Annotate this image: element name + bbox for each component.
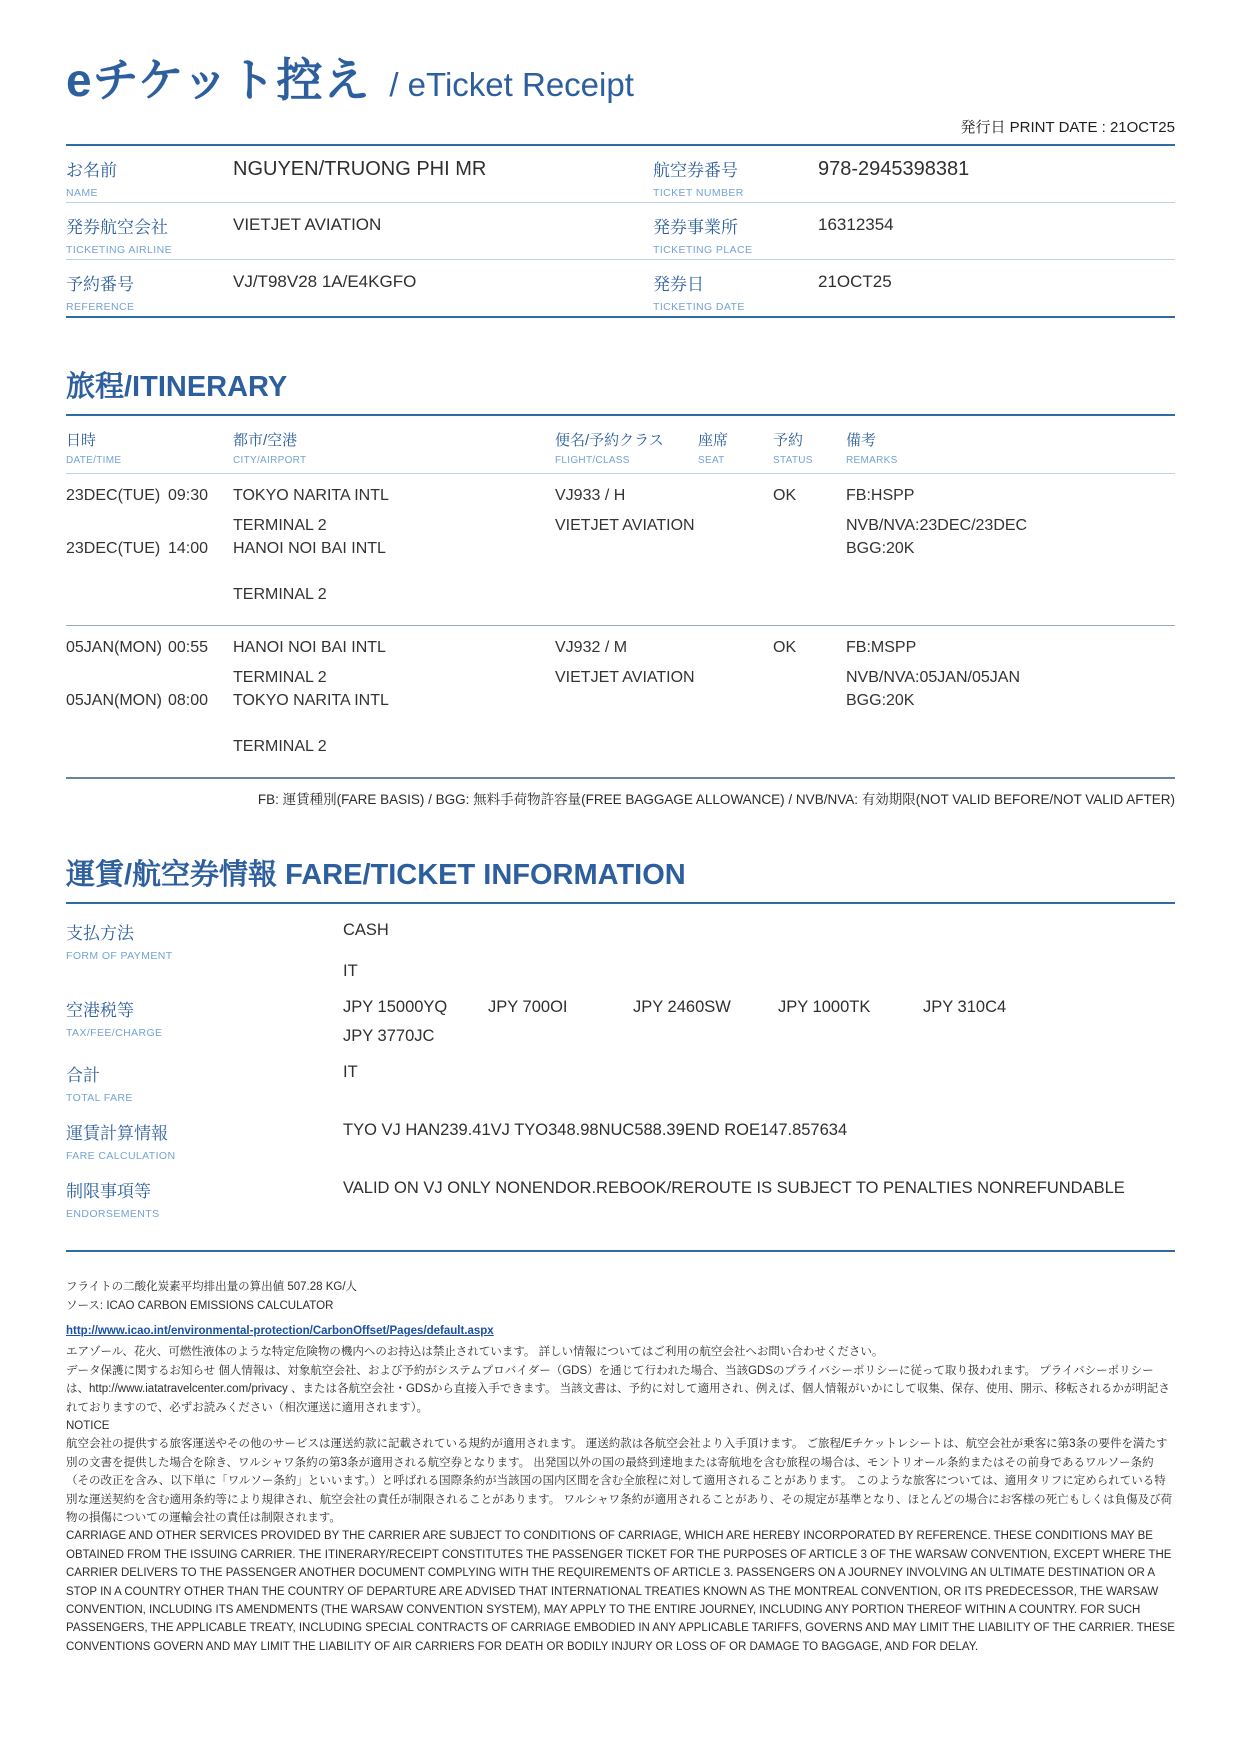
seat-value <box>698 639 773 660</box>
tax-fee-charge-values <box>343 996 1175 1046</box>
ticketing-airline-label-en: TICKETING AIRLINE <box>66 244 172 257</box>
remarks-validity: NVB/NVA:23DEC/23DEC <box>846 517 1028 535</box>
tax-line-2 <box>343 1027 1175 1046</box>
ticket-number-label-jp: 航空券番号 <box>653 161 738 181</box>
ticketing-date-label-jp: 発券日 <box>653 275 704 295</box>
tax-item: JPY 700OI <box>488 998 568 1017</box>
remarks-fare-basis: FB:MSPP <box>846 639 917 657</box>
ticketing-place-label-jp: 発券事業所 <box>653 218 738 238</box>
tax-item: JPY 1000TK <box>778 998 871 1017</box>
dangerous-goods-note: エアゾール、花火、可燃性液体のような特定危険物の機内へのお持込は禁止されています。 詳しい情報についてはご利用の航空会社へお問い合わせください。 <box>66 1346 884 1359</box>
departure-time: 00:55 <box>168 639 209 657</box>
flight-number-class: VJ933 / H <box>555 487 626 505</box>
arrival-time: 14:00 <box>168 540 209 558</box>
itinerary-row <box>66 738 1175 759</box>
summary-row-reference <box>66 260 1175 318</box>
ticketing-date-value: 21OCT25 <box>818 272 892 292</box>
fine-print <box>66 1278 1175 1656</box>
fare-it-indicator: IT <box>343 962 358 981</box>
itinerary-row <box>66 669 1175 690</box>
departure-terminal: TERMINAL 2 <box>233 669 327 687</box>
endorsements-label: 制限事項等 ENDORSEMENTS <box>66 1182 160 1221</box>
departure-date: 05JAN(MON) <box>66 639 163 657</box>
header <box>66 56 1175 137</box>
remarks-baggage: BGG:20K <box>846 540 915 558</box>
itinerary-section <box>66 364 1175 808</box>
arrival-date: 05JAN(MON) <box>66 692 163 710</box>
column-header-seat: 座席 SEAT <box>698 432 729 467</box>
ticketing-airline-label-jp: 発券航空会社 <box>66 218 168 238</box>
tax-item: JPY 15000YQ <box>343 998 448 1017</box>
column-header-status: 予約 STATUS <box>773 432 813 467</box>
arrival-terminal: TERMINAL 2 <box>233 738 327 756</box>
arrival-time: 08:00 <box>168 692 209 710</box>
endorsements-value: VALID ON VJ ONLY NONENDOR.REBOOK/REROUTE IS SUBJECT TO PENALTIES NONREFUNDABLE <box>343 1179 1125 1198</box>
ticketing-place-label <box>653 213 818 256</box>
fare-section <box>66 852 1175 1252</box>
operating-carrier: VIETJET AVIATION <box>555 669 695 687</box>
remarks-fare-basis: FB:HSPP <box>846 487 915 505</box>
ticket-number-value: 978-2945398381 <box>818 158 970 181</box>
column-header-remarks: 備考 REMARKS <box>846 432 898 467</box>
ticketing-airline-label <box>66 213 233 256</box>
passenger-name-value: NGUYEN/TRUONG PHI MR <box>233 158 487 181</box>
notice-title: NOTICE <box>66 1420 110 1433</box>
total-fare-row <box>66 1061 1175 1104</box>
ticketing-airline-value: VIETJET AVIATION <box>233 215 382 235</box>
abbreviation-footnote: FB: 運賃種別(FARE BASIS) / BGG: 無料手荷物許容量(FREE BAGGAGE ALLOWANCE) / NVB/NVA: 有効期限(NOT VALID BEFORE/NOT VALID AFTER) <box>257 792 1175 808</box>
itinerary-row <box>66 517 1175 538</box>
tax-item: JPY 3770JC <box>343 1027 435 1046</box>
arrival-airport: TOKYO NARITA INTL <box>233 692 389 710</box>
itinerary-row <box>66 639 1175 660</box>
tax-item: JPY 310C4 <box>923 998 1007 1017</box>
flight-number-class: VJ932 / M <box>555 639 628 657</box>
carbon-emissions-note: フライトの二酸化炭素平均排出量の算出値 507.28 KG/人 <box>66 1281 358 1294</box>
name-label-jp: お名前 <box>66 161 117 181</box>
page-title-en: / eTicket Receipt <box>389 66 634 103</box>
ticket-number-label-en: TICKET NUMBER <box>653 187 744 200</box>
page-title <box>66 56 1175 104</box>
seat-value <box>698 487 773 508</box>
form-of-payment-row <box>66 919 1175 981</box>
arrival-terminal: TERMINAL 2 <box>233 586 327 604</box>
name-label <box>66 156 233 199</box>
fare-calculation-value: TYO VJ HAN239.41VJ TYO348.98NUC588.39END ROE147.857634 <box>343 1121 848 1140</box>
reference-value: VJ/T98V28 1A/E4KGFO <box>233 272 417 292</box>
reference-label-en: REFERENCE <box>66 301 135 314</box>
notice-english: CARRIAGE AND OTHER SERVICES PROVIDED BY THE CARRIER ARE SUBJECT TO CONDITIONS OF CARRIAGE, WHICH ARE HEREBY INCORPORATED BY REFERENCE. THESE CONDITIONS MAY BE OBTAINED FROM THE ISSUING CARRIER. THE ITINERARY/RECEIPT CONSTITUTES THE PASSENGER TICKET FOR THE PURPOSES OF ARTICLE 3 OF THE WARSAW CONVENTION, EXCEPT WHERE THE CARRIER DELIVERS TO THE PASSENGER ANOTHER DOCUMENT COMPLYING WITH THE REQUIREMENTS OF ARTICLE 3. PASSENGERS ON A JOURNEY INVOLVING AN ULTIMATE DESTINATION OR A STOP IN A COUNTRY OTHER THAN THE COUNTRY OF DEPARTURE ARE ADVISED THAT INTERNATIONAL TREATIES KNOWN AS THE MONTREAL CONVENTION, OR ITS PREDECESSOR, THE WARSAW CONVENTION, INCLUDING ITS AMENDMENTS (THE WARSAW CONVENTION SYSTEM), MAY APPLY TO THE ENTIRE JOURNEY, INCLUDING ANY PORTION THEREOF WITHIN A COUNTRY. FOR SUCH PASSENGERS, THE APPLICABLE TREATY, INCLUDING SPECIAL CONTRACTS OF CARRIAGE EMBODIED IN ANY APPLICABLE TARIFFS, GOVERNS AND MAY LIMIT THE LIABILITY OF THE CARRIER. THESE CONVENTIONS GOVERN AND MAY LIMIT THE LIABILITY OF AIR CARRIERS FOR DEATH OR BODILY INJURY OR LOSS OF OR DAMAGE TO BAGGAGE, AND FOR DELAY. <box>66 1530 1175 1653</box>
departure-airport: TOKYO NARITA INTL <box>233 487 389 505</box>
departure-terminal: TERMINAL 2 <box>233 517 327 535</box>
tax-line-1 <box>343 998 1175 1017</box>
departure-time: 09:30 <box>168 487 209 505</box>
privacy-note: データ保護に関するお知らせ 個人情報は、対象航空会社、および予約がシステムプロバイダー（GDS）を通じて行われた場合、当該GDSのプライバシーポリシーに従って取り扱われます。 プライバシーポリシーは、http://www.iatatravelcenter.com/privacy 、または各航空会社・GDSから直接入手できます。 当該文書は、予約に対して適用され、例えば、個人情報がいかにして収集、保存、使用、開示、移転されるかが明記されておりますので、必ずお読みください（相次運送に適用されます）。 <box>66 1364 1170 1414</box>
notice-japanese: 航空会社の提供する旅客運送やその他のサービスは運送約款に記載されている規約が適用されます。 運送約款は各航空会社より入手頂けます。 ご旅程/Eチケットレシートは、航空会社が乗客に第3条の要件を満たす別の文書を提供した場合を除き、ワルシャワ条約の第3条が適用される航空券となります。 出発国以外の国の最終到達地または寄航地を含む旅程の場合は、モントリオール条約またはその前身であるワルソー条約（その改正を含み、以下単に「ワルソー条約」といいます。）と呼ばれる国際条約が当該国の国内区間を含む全旅程に対して適用されることがあります。 このような旅客については、適用タリフに定められている特別な運送契約を含む適用条約等により規律され、航空会社の責任が制限されることがあります。 ワルシャワ条約が適用されることがあり、その規定が基準となり、ほとんどの場合にお客様の死亡もしくは負傷及び荷物の損傷についての運輸会社の責任は制限されます。 <box>66 1438 1173 1524</box>
reference-label <box>66 270 233 313</box>
itinerary-row <box>66 540 1175 561</box>
ticket-number-label <box>653 156 818 199</box>
reference-label-jp: 予約番号 <box>66 275 134 295</box>
operating-carrier: VIETJET AVIATION <box>555 517 695 535</box>
itinerary-row <box>66 487 1175 508</box>
itinerary-row <box>66 586 1175 607</box>
remarks-validity: NVB/NVA:05JAN/05JAN <box>846 669 1020 687</box>
itinerary-segment-return <box>66 626 1175 777</box>
form-of-payment-label: 支払方法 FORM OF PAYMENT <box>66 924 173 963</box>
fare-calculation-row <box>66 1119 1175 1162</box>
itinerary-table <box>66 416 1175 779</box>
itinerary-segment-outbound <box>66 474 1175 625</box>
summary-row-name <box>66 146 1175 203</box>
ticket-summary <box>66 144 1175 318</box>
column-header-date-time: 日時 DATE/TIME <box>66 432 122 467</box>
print-date: 発行日 PRINT DATE : 21OCT25 <box>960 119 1175 137</box>
status-value: OK <box>773 639 797 657</box>
fare-calculation-label: 運賃計算情報 FARE CALCULATION <box>66 1124 176 1163</box>
arrival-airport: HANOI NOI BAI INTL <box>233 540 386 558</box>
itinerary-row <box>66 692 1175 713</box>
carbon-offset-link[interactable]: http://www.icao.int/environmental-protection/CarbonOffset/Pages/default.aspx <box>66 1325 494 1338</box>
fare-section-title: 運賃/航空券情報 FARE/TICKET INFORMATION <box>66 852 1175 904</box>
endorsements-row <box>66 1177 1175 1220</box>
ticketing-place-label-en: TICKETING PLACE <box>653 244 753 257</box>
departure-date: 23DEC(TUE) <box>66 487 161 505</box>
form-of-payment-value: CASH IT <box>343 919 1175 981</box>
total-fare-value: IT <box>343 1063 358 1082</box>
itinerary-section-title: 旅程/ITINERARY <box>66 364 1175 416</box>
tax-fee-charge-row <box>66 996 1175 1046</box>
summary-row-airline <box>66 203 1175 260</box>
column-header-flight-class: 便名/予約クラス FLIGHT/CLASS <box>555 432 664 467</box>
itinerary-header-row <box>66 416 1175 474</box>
ticketing-place-value: 16312354 <box>818 215 894 235</box>
carbon-source-note: ソース: ICAO CARBON EMISSIONS CALCULATOR <box>66 1299 334 1312</box>
page-title-jp: eチケット控え <box>66 54 371 106</box>
remarks-baggage: BGG:20K <box>846 692 915 710</box>
name-label-en: NAME <box>66 187 98 200</box>
ticketing-date-label <box>653 270 818 313</box>
tax-fee-charge-label: 空港税等 TAX/FEE/CHARGE <box>66 1001 163 1040</box>
total-fare-label: 合計 TOTAL FARE <box>66 1066 133 1105</box>
column-header-city-airport: 都市/空港 CITY/AIRPORT <box>233 432 307 467</box>
arrival-date: 23DEC(TUE) <box>66 540 161 558</box>
tax-item: JPY 2460SW <box>633 998 731 1017</box>
status-value: OK <box>773 487 797 505</box>
ticketing-date-label-en: TICKETING DATE <box>653 301 745 314</box>
departure-airport: HANOI NOI BAI INTL <box>233 639 386 657</box>
